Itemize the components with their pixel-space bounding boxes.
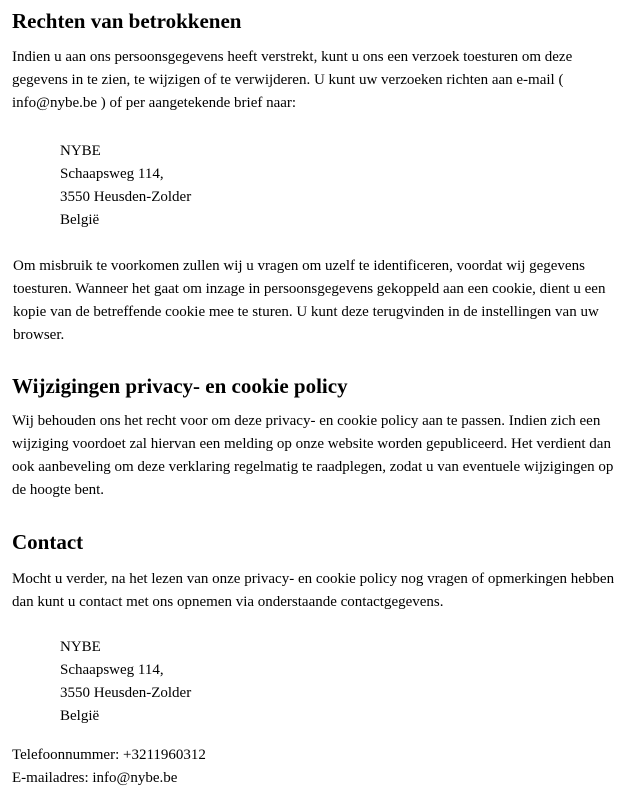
contact-paragraph: Mocht u verder, na het lezen van onze privacy- en cookie policy nog vragen of opmerkingen hebben dan kunt u contact met ons opnemen via onderstaande contactgegevens. [12,571,615,610]
address-block [12,140,191,232]
address-country: België [60,212,100,228]
contact-details [12,744,206,790]
section-heading-wijzigingen: Wijzigingen privacy- en cookie policy [12,374,348,398]
email-line: E-mailadres: info@nybe.be [12,770,178,786]
contact-address-block [12,636,191,728]
address-city: 3550 Heusden-Zolder [60,189,192,205]
address-city: 3550 Heusden-Zolder [60,685,192,701]
wijzigingen-paragraph: Wij behouden ons het recht voor om deze privacy- en cookie policy aan te passen. Indien zich een wijziging voordoet zal hiervan een melding op onze website worden gepubliceerd. Het verdient dan ook aanbeveling om deze verklaring regelmatig te raadplegen, zodat u van eventuele wijzigingen op de hoogte bent. [12,413,614,498]
misbruik-paragraph: Om misbruik te voorkomen zullen wij u vragen om uzelf te identificeren, voordat wij gegevens toesturen. Wanneer het gaat om inzage in persoonsgegevens gekoppeld aan een cookie, dient u een kopie van de betreffende cookie mee te sturen. U kunt deze terugvinden in de instellingen van uw browser. [13,258,606,343]
phone-line: Telefoonnummer: +3211960312 [12,747,206,763]
address-name: NYBE [60,143,101,159]
rechten-paragraph: Indien u aan ons persoonsgegevens heeft verstrekt, kunt u ons een verzoek toesturen om deze gegevens in te zien, te wijzigen of te verwijderen. U kunt uw verzoeken richten aan e-mail ( info@nybe.be ) of per aangetekende brief naar: [12,49,573,111]
address-country: België [60,708,100,724]
address-name: NYBE [60,639,101,655]
section-heading-rechten: Rechten van betrokkenen [12,9,242,33]
section-heading-contact: Contact [12,530,84,554]
address-street: Schaapsweg 114, [60,166,164,182]
address-street: Schaapsweg 114, [60,662,164,678]
